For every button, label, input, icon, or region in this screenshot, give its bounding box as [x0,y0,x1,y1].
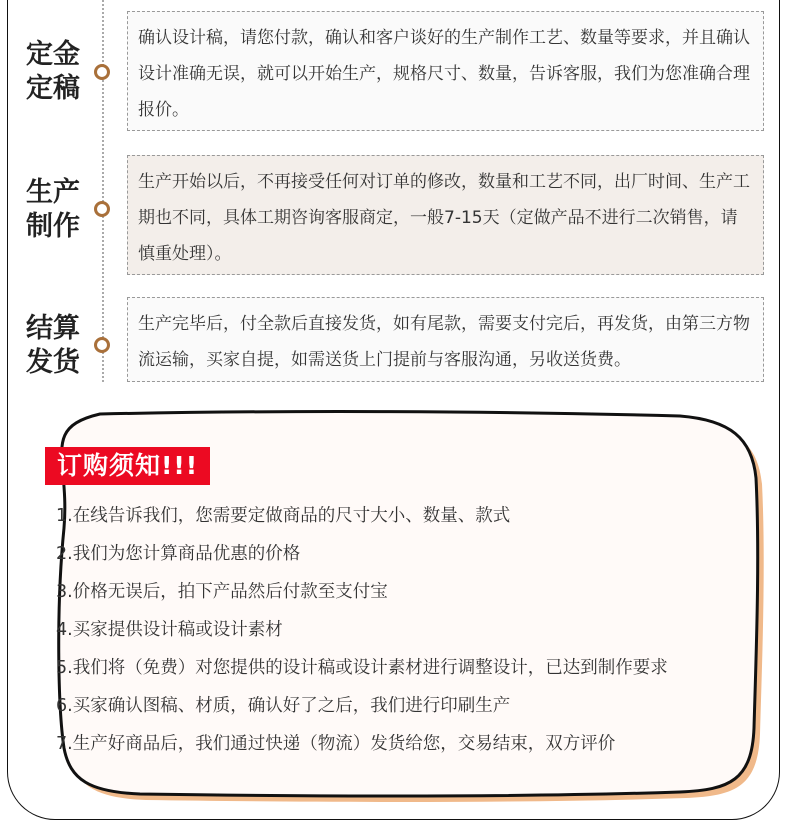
step-description-box: 确认设计稿，请您付款，确认和客户谈好的生产制作工艺、数量等要求，并且确认设计准确无误，就可以开始生产，规格尺寸、数量，告诉客服，我们为您准确合理报价。 [127,11,764,131]
step-title: 生产 制作 [26,177,80,242]
step-title: 定金 定稿 [26,39,80,104]
list-item: 4.买家提供设计稿或设计素材 [56,620,283,640]
list-item: 2.我们为您计算商品优惠的价格 [56,544,301,564]
timeline-circle-icon [94,201,110,217]
list-item: 1.在线告诉我们，您需要定做商品的尺寸大小、数量、款式 [56,506,511,526]
timeline-circle-icon [94,64,110,80]
list-item: 5.我们将（免费）对您提供的设计稿或设计素材进行调整设计，已达到制作要求 [56,658,668,678]
list-item: 6.买家确认图稿、材质，确认好了之后，我们进行印刷生产 [56,696,511,716]
list-item: 3.价格无误后，拍下产品然后付款至支付宝 [56,582,388,602]
step-title: 结算 发货 [26,313,80,378]
timeline-dotted-line [102,0,104,382]
list-item: 7.生产好商品后，我们通过快递（物流）发货给您，交易结束，双方评价 [56,734,616,754]
order-notice-title: 订购须知!!! [45,447,210,485]
step-description-box: 生产完毕后，付全款后直接发货，如有尾款，需要支付完后，再发货，由第三方物流运输，买家自提，如需送货上门提前与客服沟通，另收送货费。 [127,297,764,382]
step-description-box: 生产开始以后，不再接受任何对订单的修改，数量和工艺不同，出厂时间、生产工期也不同，具体工期咨询客服商定，一般7-15天（定做产品不进行二次销售，请慎重处理）。 [127,155,764,275]
timeline-circle-icon [94,337,110,353]
order-notice-list [56,497,668,763]
